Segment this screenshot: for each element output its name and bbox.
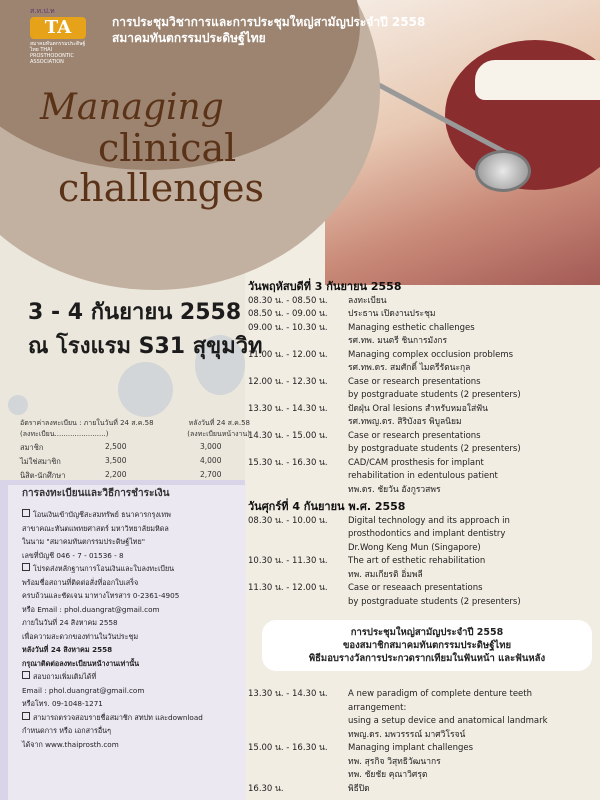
schedule-desc-line: The art of esthetic rehabilitation <box>348 556 486 566</box>
fee-early: 3,500 <box>105 456 127 465</box>
reg-line: เพื่อความสะดวกของท่านในวันประชุม <box>22 631 139 641</box>
reg-line: ในนาม "สมาคมทันตกรรมประดิษฐ์ไทย" <box>22 537 146 546</box>
reg-line: ภายในวันที่ 24 สิงหาคม 2558 <box>22 618 118 627</box>
schedule-time: 11.30 น. - 12.00 น. <box>248 583 328 593</box>
schedule-desc-line: prosthodontics and implant dentistry <box>348 529 506 539</box>
reg-line: กำหนดการ หรือ เอกสารอื่นๆ <box>22 726 111 735</box>
schedule-time: 13.30 น. - 14.30 น. <box>248 689 328 699</box>
day2-heading: วันศุกร์ที่ 4 กันยายน พ.ศ. 2558 <box>248 500 406 513</box>
reg-line: โปรดส่งหลักฐานการโอนเงินและใบลงทะเบียน <box>22 562 242 576</box>
schedule-desc-line: รศ.ทพ. มนตรี ชินการมังกร <box>348 336 448 346</box>
day2-list <box>248 515 593 610</box>
reg-line: พร้อมชื่อสถานที่ติดต่อสั่งที่ออกใบเสร็จ <box>22 577 139 587</box>
schedule-item <box>248 783 593 797</box>
schedule-item <box>248 688 593 742</box>
schedule-description <box>348 308 593 322</box>
reg-line: โอนเงินเข้าบัญชีสะสมทรัพย์ ธนาคารกรุงเทพ <box>22 508 242 522</box>
schedule-desc-line: by postgraduate students (2 presenters) <box>348 596 521 607</box>
schedule-time: 15.00 น. - 16.30 น. <box>248 743 328 753</box>
reg-line: สาขาคณะทันตแพทยศาสตร์ มหาวิทยาลัยมหิดล <box>22 523 169 533</box>
header-title-line1: การประชุมวิชาการและการประชุมใหญ่สามัญประจำปี 2558 <box>112 15 426 29</box>
schedule-desc-line: ทพ. สมเกียรติ อิ่มพลี <box>348 569 423 580</box>
schedule-description <box>348 430 593 457</box>
dental-mirror <box>475 150 531 192</box>
header-title-line2: สมาคมทันตกรรมประดิษฐ์ไทย <box>112 31 266 45</box>
checkbox-icon <box>22 712 30 720</box>
general-meeting-banner <box>262 620 592 671</box>
reg-line: ครบถ้วนและชัดเจน มาทางโทรสาร 0-2361-4905 <box>22 591 180 600</box>
fee-head-right: หลังวันที่ 24 ส.ค.58 <box>188 419 250 427</box>
schedule-description <box>348 582 593 609</box>
checkbox-icon <box>22 563 30 571</box>
schedule-desc-line: ทพญ.ดร. มพวรรรณ์ มาศวิโรจน์ <box>348 729 466 740</box>
day1-list <box>248 295 593 498</box>
schedule-desc-line: A new paradigm of complete denture teeth arrangement: <box>348 689 533 713</box>
schedule-description <box>348 376 593 403</box>
checkbox-icon <box>22 671 30 679</box>
event-dates: 3 - 4 กันยายน 2558 <box>28 300 242 325</box>
schedule-description <box>348 457 593 498</box>
schedule-item <box>248 582 593 609</box>
banner-line2: ของสมาชิกสมาคมทันตกรรมประดิษฐ์ไทย <box>342 640 512 651</box>
schedule-time: 11.00 น. - 12.00 น. <box>248 349 328 360</box>
fee-late: 3,000 <box>200 442 222 451</box>
fee-header <box>20 418 250 429</box>
fee-row <box>20 456 250 468</box>
schedule-item <box>248 403 593 430</box>
schedule-desc-line: using a setup device and anatomical landmark <box>348 716 548 726</box>
schedule-day1-and-day2 <box>248 280 593 609</box>
logo-abbrev: ส.ท.ป.ท <box>30 7 55 15</box>
fee-label: สมาชิก <box>20 443 44 452</box>
fee-label: ไม่ใช่สมาชิก <box>20 457 61 466</box>
day2-afternoon-list <box>248 688 593 796</box>
schedule-desc-line: Digital technology and its approach in <box>348 515 510 526</box>
schedule-time: 10.30 น. - 11.30 น. <box>248 556 328 566</box>
reg-line: เลขที่บัญชี 046 - 7 - 01536 - 8 <box>22 550 124 560</box>
banner-line3: พิธีมอบรางวัลการประกวดรากเทียมในฟันหน้า และฟันหลัง <box>308 653 546 664</box>
reg-line: หรือโทร. 09-1048-1271 <box>22 699 103 708</box>
event-venue: ณ โรงแรม S31 สุขุมวิท <box>28 334 263 359</box>
day1-heading: วันพฤหัสบดีที่ 3 กันยายน 2558 <box>248 280 402 293</box>
schedule-desc-line: by postgraduate students (2 presenters) <box>348 390 521 400</box>
schedule-desc-line: รศ.ทพญ.ดร. สิริบังอร พิบูลนิยม <box>348 417 462 427</box>
registration-heading: การลงทะเบียนและวิธีการชำระเงิน <box>22 488 170 499</box>
fee-table <box>20 418 250 482</box>
schedule-time: 12.00 น. - 12.30 น. <box>248 376 328 387</box>
schedule-item <box>248 515 593 556</box>
schedule-description <box>348 688 593 742</box>
schedule-item <box>248 349 593 376</box>
schedule-item <box>248 295 593 309</box>
schedule-desc-line: Dr.Wong Keng Mun (Singapore) <box>348 542 481 553</box>
schedule-desc-line: by postgraduate students (2 presenters) <box>348 444 521 454</box>
main-title-line1: Managing <box>40 87 224 128</box>
fee-row <box>20 442 250 454</box>
logo-subtitle: สมาคมทันตกรรมประดิษฐ์ไทย THAI PROSTHODONTIC ASSOCIATION <box>30 41 86 65</box>
schedule-time: 13.30 น. - 14.30 น. <box>248 403 328 414</box>
schedule-description <box>348 322 593 349</box>
schedule-day2-afternoon <box>248 688 593 796</box>
schedule-time: 09.00 น. - 10.30 น. <box>248 322 328 333</box>
schedule-time: 16.30 น. <box>248 783 284 794</box>
main-title-line3: challenges <box>58 166 264 210</box>
event-info <box>28 296 263 364</box>
schedule-item <box>248 457 593 498</box>
reg-line: สามารถตรวจสอบรายชื่อสมาชิก สทปท และdownload <box>22 711 242 725</box>
schedule-description <box>348 783 593 797</box>
checkbox-icon <box>22 509 30 517</box>
schedule-desc-line: Managing esthetic challenges <box>348 322 475 333</box>
reg-line: หรือ Email : phol.duangrat@gmail.com <box>22 604 160 614</box>
reg-line: ได้จาก www.thaiprosth.com <box>22 739 119 749</box>
schedule-time: 08.50 น. - 09.00 น. <box>248 309 328 319</box>
fee-early: 2,200 <box>105 470 127 479</box>
schedule-description <box>348 555 593 582</box>
fee-late: 2,700 <box>200 470 222 479</box>
schedule-desc-line: rehabilitation in edentulous patient <box>348 471 498 481</box>
schedule-desc-line: รศ.ทพ.ดร. สมศักดิ์ ไมตรีรัตนะกุล <box>348 363 471 373</box>
schedule-desc-line: Case or research presentations <box>348 430 481 441</box>
schedule-desc-line: ทพ. ชัยชัย คุณาวิศรุต <box>348 770 428 780</box>
schedule-description <box>348 403 593 430</box>
schedule-description <box>348 515 593 556</box>
main-title-line2: clinical <box>98 126 237 170</box>
schedule-item <box>248 322 593 349</box>
schedule-time: 08.30 น. - 08.50 น. <box>248 295 328 306</box>
schedule-time: 14.30 น. - 15.00 น. <box>248 430 328 441</box>
schedule-item <box>248 308 593 322</box>
schedule-desc-line: Managing implant challenges <box>348 743 474 753</box>
schedule-item <box>248 555 593 582</box>
registration-details <box>22 508 242 751</box>
fee-sub-left: (ลงทะเบียน.......................) <box>20 430 109 438</box>
logo-mark: TA <box>30 17 86 39</box>
fee-head-left: อัตราค่าลงทะเบียน : ภายในวันที่ 24 ส.ค.58 <box>20 419 154 427</box>
reg-line: Email : phol.duangrat@gmail.com <box>22 685 145 695</box>
header-title <box>112 14 425 46</box>
fee-sub-right: (ลงทะเบียนหน้างาน) <box>187 430 250 438</box>
reg-line-bold: หลังวันที่ 24 สิงหาคม 2558 <box>22 645 113 654</box>
schedule-desc-line: ทพ.ดร. ชัยวัน อังกูรวสพร <box>348 484 441 495</box>
schedule-time: 08.30 น. - 10.00 น. <box>248 515 328 526</box>
main-title <box>40 88 264 208</box>
schedule-description <box>348 349 593 376</box>
reg-line-bold: กรุณาติดต่อลงทะเบียนหน้างานเท่านั้น <box>22 658 140 668</box>
schedule-item <box>248 376 593 403</box>
schedule-desc-line: Managing complex occlusion problems <box>348 349 514 360</box>
schedule-description <box>348 742 593 783</box>
decorative-dot <box>118 362 173 417</box>
schedule-description <box>348 295 593 309</box>
association-logo <box>30 6 90 65</box>
schedule-desc-line: ประธาน เปิดงานประชุม <box>348 309 436 319</box>
schedule-time: 15.30 น. - 16.30 น. <box>248 457 328 468</box>
schedule-item <box>248 430 593 457</box>
fee-late: 4,000 <box>200 456 222 465</box>
schedule-desc-line: พิธีปิด <box>348 783 370 794</box>
decorative-dot <box>8 395 28 415</box>
fee-early: 2,500 <box>105 442 127 451</box>
schedule-desc-line: ทพ. สุรกิจ วิสุทธิวัฒนากร <box>348 756 441 767</box>
banner-line1: การประชุมใหญ่สามัญประจำปี 2558 <box>350 627 504 638</box>
schedule-desc-line: Case or research presentations <box>348 376 481 387</box>
schedule-desc-line: ลงทะเบียน <box>348 295 387 306</box>
schedule-desc-line: CAD/CAM prosthesis for implant <box>348 457 484 468</box>
fee-subheader <box>20 429 250 440</box>
fee-label: นิสิต-นักศึกษา <box>20 471 66 480</box>
schedule-desc-line: ปัดฝุ่น Oral lesions สำหรับหมอใส่ฟัน <box>348 403 488 414</box>
reg-line: สอบถามเพิ่มเติมได้ที่ <box>22 670 242 684</box>
teeth-shape <box>475 60 600 100</box>
schedule-item <box>248 742 593 783</box>
schedule-desc-line: Case or reseaach presentations <box>348 583 483 593</box>
